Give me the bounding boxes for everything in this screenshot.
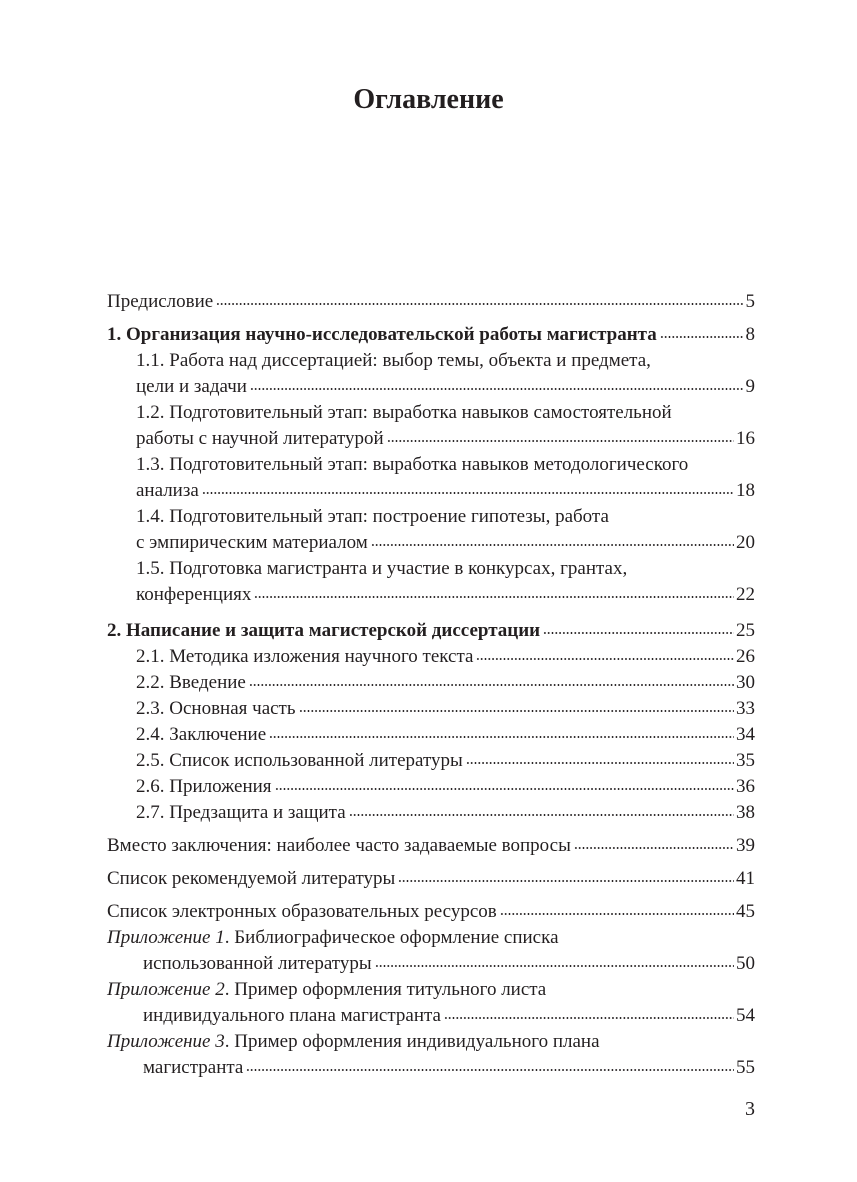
- toc-section-1-5: [107, 556, 755, 608]
- dot-leader: [398, 878, 734, 883]
- dot-leader: [660, 334, 744, 339]
- page-title: Оглавление: [353, 84, 504, 115]
- dot-leader: [466, 760, 734, 765]
- toc-page-number: 16: [736, 428, 755, 449]
- toc-entry-title: Предисловие: [107, 291, 214, 312]
- toc-entry-title: 2.3. Основная часть: [136, 698, 296, 719]
- toc-section-1-1: [107, 348, 755, 400]
- toc-section-2-7: [107, 800, 755, 826]
- toc-page-number: 55: [736, 1057, 755, 1078]
- toc-entry-title: 1. Организация научно-исследовательской работы магистранта: [107, 324, 657, 345]
- toc-entry-title-cont: анализа: [136, 480, 199, 501]
- dot-leader: [574, 845, 734, 850]
- dot-leader: [269, 734, 734, 739]
- dot-leader: [349, 812, 734, 817]
- toc-page-number: 34: [736, 724, 755, 745]
- toc-entry-title-cont: индивидуального плана магистранта: [143, 1005, 441, 1026]
- toc-appendix-1: [107, 925, 755, 977]
- toc-page-number: 9: [745, 376, 755, 397]
- toc-entry-title: 2.5. Список использованной литературы: [136, 750, 463, 771]
- toc-entry-title: . Библиографическое оформление списка: [224, 927, 559, 948]
- dot-leader: [476, 656, 734, 661]
- toc-section-2-3: [107, 696, 755, 722]
- toc-page-number: 54: [736, 1005, 755, 1026]
- toc-page-number: 8: [745, 324, 755, 345]
- toc-entry-instead-of-conclusion: [107, 833, 755, 859]
- toc-entry-title: 1.2. Подготовительный этап: выработка навыков самостоятельной: [136, 402, 672, 423]
- toc-entry-preface: [107, 289, 755, 315]
- dot-leader: [254, 594, 734, 599]
- dot-leader: [500, 911, 734, 916]
- toc-section-2-6: [107, 774, 755, 800]
- toc-entry-title: 1.4. Подготовительный этап: построение гипотезы, работа: [136, 506, 609, 527]
- toc-entry-title: 1.5. Подготовка магистранта и участие в конкурсах, грантах,: [136, 558, 628, 579]
- dot-leader: [246, 1067, 734, 1072]
- table-of-contents: [107, 289, 755, 1081]
- toc-page-number: 36: [736, 776, 755, 797]
- toc-entry-title-cont: использованной литературы: [143, 953, 372, 974]
- toc-entry-title: Список рекомендуемой литературы: [107, 868, 396, 889]
- toc-entry-title-cont: конференциях: [136, 584, 252, 605]
- toc-entry-title: . Пример оформления индивидуального плана: [224, 1031, 600, 1052]
- toc-entry-title: 2.4. Заключение: [136, 724, 267, 745]
- dot-leader: [275, 786, 734, 791]
- dot-leader: [299, 708, 734, 713]
- toc-entry-title: 2. Написание и защита магистерской диссертации: [107, 620, 541, 641]
- toc-page-number: 22: [736, 584, 755, 605]
- toc-page-number: 5: [745, 291, 755, 312]
- appendix-label: Приложение 1: [107, 927, 225, 948]
- toc-entry-title-cont: с эмпирическим материалом: [136, 532, 368, 553]
- toc-entry-title-cont: цели и задачи: [136, 376, 247, 397]
- appendix-label: Приложение 3: [107, 1031, 225, 1052]
- toc-page-number: 39: [736, 835, 755, 856]
- toc-page-number: 38: [736, 802, 755, 823]
- toc-section-1-4: [107, 504, 755, 556]
- toc-entry-recommended-literature: [107, 866, 755, 892]
- dot-leader: [444, 1015, 734, 1020]
- toc-entry-title: 2.2. Введение: [136, 672, 246, 693]
- toc-entry-title: 2.6. Приложения: [136, 776, 272, 797]
- toc-entry-title-cont: магистранта: [143, 1057, 244, 1078]
- toc-section-2-4: [107, 722, 755, 748]
- toc-chapter-2: [107, 618, 755, 644]
- toc-entry-title: 2.1. Методика изложения научного текста: [136, 646, 474, 667]
- toc-section-2-2: [107, 670, 755, 696]
- toc-page-number: 50: [736, 953, 755, 974]
- toc-entry-title-cont: работы с научной литературой: [136, 428, 384, 449]
- page-number: 3: [745, 1098, 755, 1120]
- dot-leader: [216, 301, 743, 306]
- toc-page-number: 35: [736, 750, 755, 771]
- toc-page-number: 25: [736, 620, 755, 641]
- dot-leader: [543, 630, 734, 635]
- toc-page-number: 20: [736, 532, 755, 553]
- toc-section-1-3: [107, 452, 755, 504]
- dot-leader: [249, 682, 734, 687]
- dot-leader: [375, 963, 734, 968]
- toc-entry-e-resources: [107, 899, 755, 925]
- dot-leader: [250, 386, 744, 391]
- toc-page-number: 30: [736, 672, 755, 693]
- toc-page-number: 45: [736, 901, 755, 922]
- toc-entry-title: Список электронных образовательных ресурсов: [107, 901, 497, 922]
- toc-section-1-2: [107, 400, 755, 452]
- toc-section-2-1: [107, 644, 755, 670]
- toc-entry-title: 1.3. Подготовительный этап: выработка навыков методологического: [136, 454, 689, 475]
- toc-entry-title: Вместо заключения: наиболее часто задаваемые вопросы: [107, 835, 571, 856]
- toc-appendix-3: [107, 1029, 755, 1081]
- toc-page-number: 26: [736, 646, 755, 667]
- toc-section-2-5: [107, 748, 755, 774]
- toc-entry-title: . Пример оформления титульного листа: [224, 979, 547, 1000]
- toc-page-number: 41: [736, 868, 755, 889]
- toc-page-number: 33: [736, 698, 755, 719]
- toc-chapter-1: [107, 322, 755, 348]
- toc-entry-title: 1.1. Работа над диссертацией: выбор темы, объекта и предмета,: [136, 350, 651, 371]
- appendix-label: Приложение 2: [107, 979, 225, 1000]
- toc-appendix-2: [107, 977, 755, 1029]
- dot-leader: [371, 542, 734, 547]
- dot-leader: [387, 438, 734, 443]
- dot-leader: [202, 490, 734, 495]
- toc-page-number: 18: [736, 480, 755, 501]
- toc-entry-title: 2.7. Предзащита и защита: [136, 802, 346, 823]
